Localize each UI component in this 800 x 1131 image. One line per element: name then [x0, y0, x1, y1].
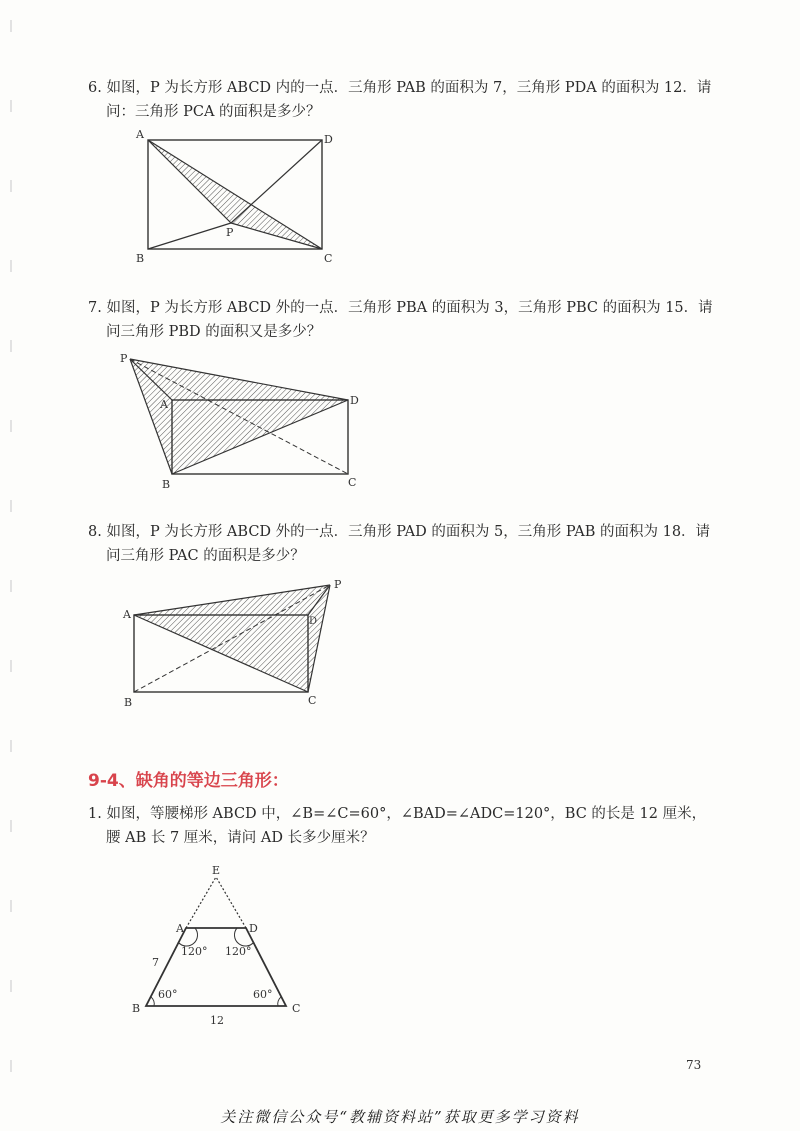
question-line: 如图，P 为长方形 ABCD 外的一点．三角形 PAD 的面积为 5，三角形 PAB 的面积为 18．请: [106, 524, 711, 540]
label-c: C: [292, 1002, 301, 1015]
side-ab-length: 7: [152, 956, 159, 969]
label-p: P: [226, 226, 234, 239]
angle-c-value: 60°: [253, 988, 273, 1001]
question-number: 6.: [88, 80, 102, 96]
label-a: A: [136, 128, 144, 141]
question-line: 问：三角形 PCA 的面积是多少？: [106, 104, 321, 120]
figure-trapezoid: [126, 862, 316, 1032]
angle-a-value: 120°: [181, 945, 208, 958]
section-question-1: [88, 802, 728, 850]
segments: [148, 140, 322, 249]
label-p: P: [334, 578, 342, 591]
label-d: D: [324, 133, 333, 146]
label-p: P: [120, 352, 128, 365]
figure-question-8: [118, 576, 348, 712]
dotted-extension: [186, 877, 246, 928]
question-6: [88, 76, 728, 124]
label-b: B: [136, 252, 145, 265]
question-7: [88, 296, 728, 344]
label-b: B: [162, 478, 171, 491]
question-line: 问三角形 PBD 的面积又是多少？: [106, 324, 322, 340]
label-c: C: [308, 694, 317, 707]
label-c: C: [324, 252, 333, 265]
label-a: A: [123, 608, 131, 621]
label-b: B: [124, 696, 133, 709]
label-e: E: [212, 864, 221, 877]
angle-d-value: 120°: [225, 945, 252, 958]
angle-b-value: 60°: [158, 988, 178, 1001]
question-line: 如图，等腰梯形 ABCD 中，∠B=∠C=60°，∠BAD=∠ADC=120°，BC 的长是 12 厘米，: [106, 806, 707, 822]
label-b: B: [132, 1002, 141, 1015]
question-line: 如图，P 为长方形 ABCD 内的一点．三角形 PAB 的面积为 7，三角形 PDA 的面积为 12．请: [106, 80, 712, 96]
side-bc-length: 12: [210, 1014, 224, 1027]
label-a: A: [176, 922, 184, 935]
label-a: A: [160, 398, 168, 411]
question-line: 腰 AB 长 7 厘米，请问 AD 长多少厘米？: [106, 830, 375, 846]
question-number: 7.: [88, 300, 102, 316]
figure-question-7: [112, 348, 372, 494]
footer-note: 关注微信公众号“教辅资料站”获取更多学习资料: [220, 1108, 580, 1126]
question-number: 8.: [88, 524, 102, 540]
binding-marks: [8, 0, 16, 1131]
section-title: 9-4、缺角的等边三角形：: [88, 771, 289, 791]
label-d: D: [309, 616, 318, 627]
label-d: D: [249, 922, 258, 935]
page-number: 73: [686, 1058, 702, 1072]
question-number: 1.: [88, 806, 102, 822]
question-line: 如图，P 为长方形 ABCD 外的一点．三角形 PBA 的面积为 3，三角形 PBC 的面积为 15．请: [106, 300, 713, 316]
question-8: [88, 520, 728, 568]
label-d: D: [350, 394, 359, 407]
label-c: C: [348, 476, 357, 489]
question-line: 问三角形 PAC 的面积是多少？: [106, 548, 305, 564]
figure-question-6: [130, 128, 345, 270]
